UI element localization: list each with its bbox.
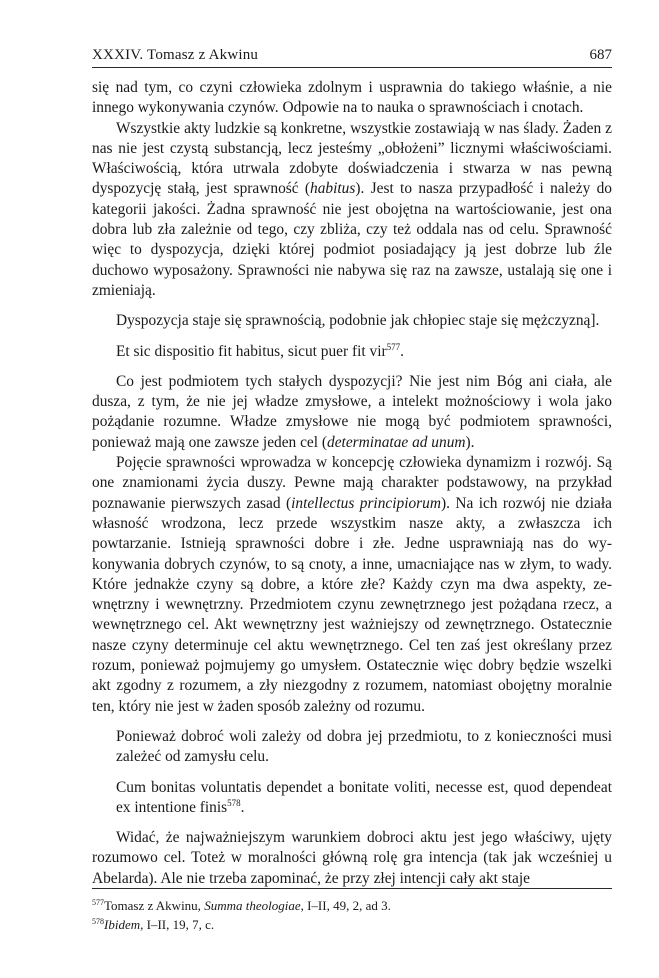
paragraph-1: [92, 78, 612, 119]
paragraph-4-text-a: Pojęcie sprawności wprowadza w koncepcję człowieka dynamizm i rozwój. Są one znamionami życia duszy. Pewne mają charakter podstawowy, na przykład poznawanie pierwszych zasad (: [92, 454, 612, 512]
latin-quote-1-text: Et sic dispositio fit habitus, sicut puer fit vir: [116, 342, 387, 360]
block-quote-1-text: Dyspozycja staje się sprawnością, podobnie jak chłopiec staje się mężczyzną].: [116, 312, 600, 330]
page-number: 687: [589, 47, 612, 63]
paragraph-2: [92, 119, 612, 302]
footnote-ref-578: 578: [227, 797, 241, 808]
term-determinatae: determinatae ad unum: [327, 433, 466, 451]
latin-quote-2: Cum bonitas voluntatis dependet a bonitate voliti, necesse est, quod dependeat ex intentione finis$^{578}$.: [116, 778, 612, 816]
paragraph-5-text: Widać, że najważniejszym warunkiem dobroci aktu jest jego właściwy, ujęty rozumowo cel. Toteż w moralności główną rolę gra intencja (tak jak wcześniej u Abelarda). Ale nie trzeba zapominać, że przy złej intencji cały akt staje: [92, 829, 612, 887]
term-intellectus: intellectus principiorum: [291, 494, 441, 512]
main-text: [92, 78, 612, 889]
block-quote-2-text: Ponieważ dobroć woli zależy od dobra jej przedmiotu, to z konieczności musi zależeć od zamysłu celu.: [116, 727, 612, 766]
running-header: [92, 47, 612, 68]
paragraph-3: [92, 372, 612, 453]
footnote-577: [92, 896, 612, 915]
footnotes: [92, 888, 612, 934]
footnote-578-mark: 578: [92, 917, 104, 926]
footnote-577-title: Summa theologiae: [204, 898, 301, 913]
footnote-578-ref: , I–II, 19, 7, c.: [140, 917, 215, 932]
running-head-title: XXXIV. Tomasz z Akwinu: [92, 47, 259, 63]
footnote-577-ref: , I–II, 49, 2, ad 3.: [300, 898, 391, 913]
block-quote-2: [92, 727, 612, 768]
paragraph-2-text-a: Wszystkie akty ludzkie są konkretne, wszystkie zostawiają w nas ślady. Żaden z nas nie jest czystą substancją, lecz jesteśmy „obłożeni” licznymi właściwościami. Właściwością, która utrwala zdobyte doświadczenia i stwarza w nas pewną dyspozycję stałą, jest sprawność (: [92, 119, 612, 198]
footnote-ref-577: 577: [386, 341, 401, 352]
term-habitus: habitus: [310, 180, 356, 198]
paragraph-4-text-b: ). Na ich rozwój nie działa własność wrodzona, lecz przede wszystkim nasze akty, a zwłaszcza ich powtarzanie. Istnieją sprawności dobre i złe. Jedne usprawniają nas do wykonywania dobrych czynów, to są cnoty, a inne, umacniające nas w złym, to wady. Które jednakże czyny są dobre, a które złe? Każdy czyn ma dwa aspekty, zewnętrzny i wewnętrzny. Przedmiotem czynu zewnętrznego jest pożądana rzecz, a wewnętrznego cel. Akt wewnętrzny jest ważniejszy od zewnętrznego. Ostatecznie nasze czyny determinuje cel aktu wewnętrznego. Cel ten zaś jest określany przez rozum, ponieważ pojmujemy go umysłem. Ostatecznie więc dobry będzie wszelki akt zgodny z rozumem, a zły niezgodny z rozumem, natomiast obojętny moralnie ten, który nie jest w żaden sposób zależny od rozumu.: [92, 494, 612, 715]
paragraph-5: [92, 828, 612, 889]
footnote-577-mark: 577: [92, 898, 104, 907]
paragraph-4: [92, 453, 612, 717]
paragraph-1-text: się nad tym, co czyni człowieka zdolnym i usprawnia do takiego właśnie, a nie innego wykonywania czynów. Odpowie na to nauka o sprawnościach i cnotach.: [92, 79, 612, 117]
paragraph-3-text-a: Co jest podmiotem tych stałych dyspozycji? Nie jest nim Bóg ani ciała, ale dusza, z tym, że nie jej władze zmysłowe, a intelekt możnościowy i wola jako pożądanie rozumne. Władze zmysłowe nie mogą być podmiotem sprawności, ponieważ mają one zawsze jeden cel (: [92, 372, 612, 451]
paragraph-2-text-b: ). Jest to nasza przypadłość i należy do kategorii jakości. Żadna sprawność nie jest obojętna na wartościowanie, jest ona dobra lub zła zależnie od tego, czy zbliża, czy też oddala nas od celu. Sprawność więc to dyspozycja, dzięki której podmiot posiadający ją jest dobrze lub źle duchowo wyposażony. Sprawności nie nabywa się raz na zawsze, ustalają się one i zmieniają.: [92, 180, 612, 299]
paragraph-3-text-b: ).: [465, 433, 475, 451]
footnote-578: [92, 915, 612, 934]
latin-quote-2-text: Cum bonitas voluntatis dependet a bonitate voliti, necesse est, quod dependeat ex intentione finis: [116, 778, 612, 816]
block-quote-1: [92, 311, 612, 331]
footnote-577-author: Tomasz z Akwinu,: [104, 898, 205, 913]
latin-quote-1: Et sic dispositio fit habitus, sicut puer fit vir$^{577}$.: [116, 341, 404, 360]
footnote-578-ibidem: Ibidem: [104, 917, 141, 932]
